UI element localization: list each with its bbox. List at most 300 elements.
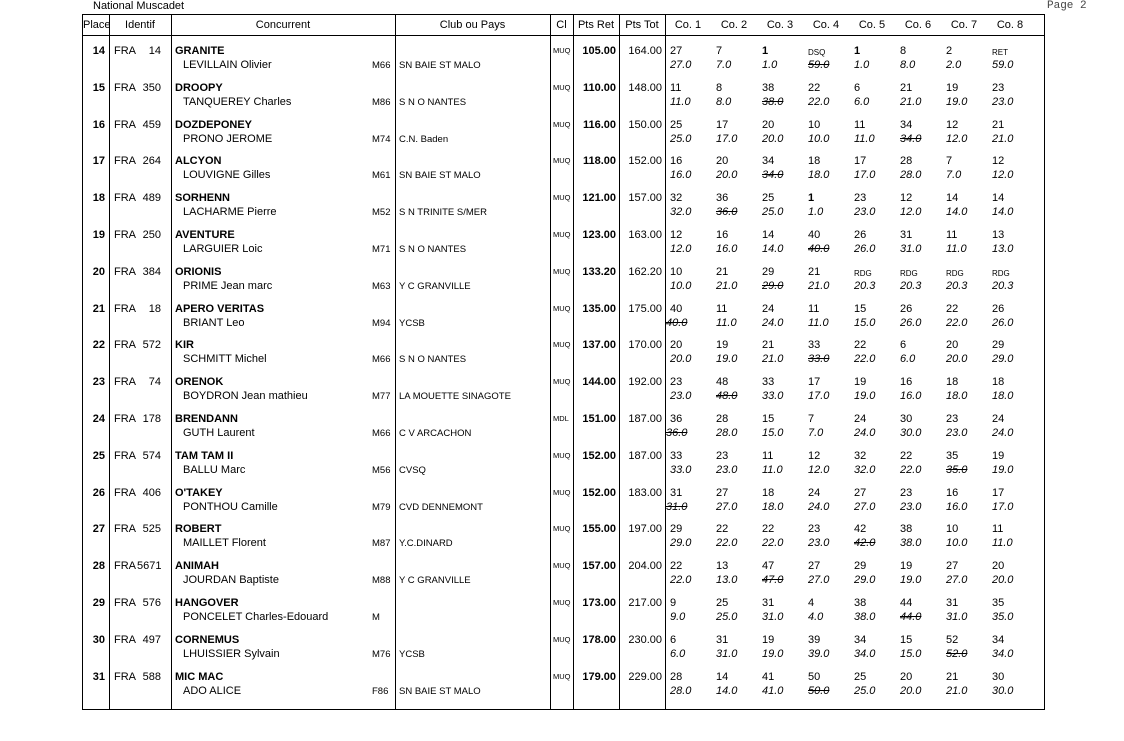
sail-number-cell: 350 xyxy=(142,81,161,94)
race-score: 27.0 xyxy=(854,500,876,513)
race-score: 20.0 xyxy=(946,353,968,366)
race-rank: 17 xyxy=(808,376,821,389)
header-place: Place xyxy=(83,19,111,31)
race-rank: 21 xyxy=(992,118,1005,131)
points-total: 187.00 xyxy=(628,449,662,462)
race-rank: 21 xyxy=(900,81,913,94)
points-total: 170.00 xyxy=(628,339,662,352)
race-rank: 21 xyxy=(808,265,821,278)
race-score: 1.0 xyxy=(762,59,778,71)
class-code: MUQ xyxy=(553,303,571,313)
class-code: MUQ xyxy=(553,377,571,387)
race-score-discarded: 52.0 xyxy=(946,647,968,660)
race-score: 35.0 xyxy=(992,611,1014,623)
race-score: 17.0 xyxy=(854,169,876,182)
race-score: 16.0 xyxy=(716,243,738,255)
race-score: 15.0 xyxy=(762,427,784,439)
race-score: 27.0 xyxy=(670,59,692,71)
race-rank: 7 xyxy=(808,413,815,425)
race-score: 19.0 xyxy=(854,390,876,403)
race-score: 7.0 xyxy=(716,59,732,71)
race-score: 17.0 xyxy=(808,390,830,403)
header-race-6: Co. 6 xyxy=(904,19,932,31)
race-rank: 52 xyxy=(946,633,959,646)
race-rank: 50 xyxy=(808,670,821,683)
race-rank: RET xyxy=(992,48,1008,57)
boat-name: APERO VERITAS xyxy=(175,302,265,315)
race-rank: 27 xyxy=(670,45,683,57)
club-name: S N O NANTES xyxy=(399,96,467,108)
race-rank: 20 xyxy=(716,155,729,168)
club-name: C V ARCACHON xyxy=(399,428,472,439)
nation-cell: FRA xyxy=(114,597,136,609)
race-score: 18.0 xyxy=(762,500,784,513)
skipper-name: JOURDAN Baptiste xyxy=(183,574,279,587)
race-score: 28.0 xyxy=(716,427,738,439)
skipper-name: LARGUIER Loic xyxy=(183,243,263,255)
club-name: SN BAIE ST MALO xyxy=(399,685,481,697)
race-score: 21.0 xyxy=(716,279,738,292)
race-rank: 9 xyxy=(670,597,677,609)
points-retained: 173.00 xyxy=(582,597,616,609)
race-rank: 17 xyxy=(992,486,1005,499)
race-rank: 23 xyxy=(946,413,959,425)
race-rank: 22 xyxy=(854,339,867,352)
age-category: M71 xyxy=(372,244,391,255)
race-score: 14.0 xyxy=(992,206,1014,219)
race-rank: 11 xyxy=(946,229,958,241)
table-row xyxy=(83,264,1044,300)
race-score-discarded: 31.0 xyxy=(666,500,688,513)
race-rank: 20 xyxy=(946,339,959,352)
place-cell: 24 xyxy=(92,413,105,425)
boat-name: MIC MAC xyxy=(175,670,224,683)
race-rank: 17 xyxy=(716,118,729,131)
boat-name: DOZDEPONEY xyxy=(175,118,253,131)
race-score: 31.0 xyxy=(900,243,922,255)
race-rank: 27 xyxy=(808,560,821,573)
race-rank: 16 xyxy=(946,486,959,499)
race-score: 8.0 xyxy=(716,95,732,108)
points-retained: 152.00 xyxy=(582,449,616,462)
race-rank: 34 xyxy=(992,633,1005,646)
race-rank: 23 xyxy=(808,523,821,536)
skipper-name: SCHMITT Michel xyxy=(183,353,267,366)
club-name: Y.C.DINARD xyxy=(399,538,453,550)
place-cell: 19 xyxy=(92,229,105,241)
race-score: 17.0 xyxy=(716,132,738,145)
header-pts-ret: Pts Ret xyxy=(577,19,615,31)
nation-cell: FRA xyxy=(114,45,136,57)
race-rank: 33 xyxy=(762,376,775,389)
skipper-name: BALLU Marc xyxy=(183,463,246,476)
race-rank: 25 xyxy=(854,670,867,683)
race-rank: 11 xyxy=(762,449,774,462)
nation-cell: FRA xyxy=(114,633,136,646)
race-score: 11.0 xyxy=(946,243,967,255)
header-race-8: Co. 8 xyxy=(996,19,1024,31)
race-rank: 17 xyxy=(854,155,867,168)
skipper-name: MAILLET Florent xyxy=(183,537,266,550)
race-score: 19.0 xyxy=(716,353,738,366)
race-rank: 6 xyxy=(854,81,861,94)
race-rank: 33 xyxy=(808,339,821,352)
race-rank: 31 xyxy=(946,597,959,609)
race-rank: 39 xyxy=(808,633,821,646)
age-category: M61 xyxy=(372,170,391,182)
age-category: M88 xyxy=(372,575,391,587)
race-rank: 19 xyxy=(992,449,1005,462)
place-cell: 17 xyxy=(92,155,105,168)
race-rank: 25 xyxy=(762,192,775,205)
race-rank: 29 xyxy=(992,339,1005,352)
points-total: 229.00 xyxy=(628,670,662,683)
race-score: 20.0 xyxy=(992,574,1014,587)
race-score: 23.0 xyxy=(992,95,1014,108)
nation-cell: FRA xyxy=(114,192,136,205)
race-rank: 34 xyxy=(854,633,867,646)
race-score-discarded: 34.0 xyxy=(900,132,922,145)
race-rank: 12 xyxy=(808,449,821,462)
race-score: 20.0 xyxy=(762,132,784,145)
race-rank: 6 xyxy=(900,339,907,352)
race-score: 24.0 xyxy=(808,500,830,513)
place-cell: 21 xyxy=(92,302,105,315)
race-rank: DSQ xyxy=(808,48,826,57)
race-rank: 34 xyxy=(900,118,913,131)
place-cell: 14 xyxy=(92,45,105,57)
race-rank: 12 xyxy=(900,192,913,205)
race-score: 7.0 xyxy=(808,427,824,439)
points-total: 204.00 xyxy=(628,560,662,573)
race-rank: 34 xyxy=(762,155,775,168)
place-cell: 28 xyxy=(92,560,105,573)
club-name: Y C GRANVILLE xyxy=(399,575,471,587)
race-rank: 40 xyxy=(808,229,821,241)
race-score: 6.0 xyxy=(900,353,916,366)
race-score: 15.0 xyxy=(854,316,876,329)
race-score: 22.0 xyxy=(946,316,968,329)
points-total: 197.00 xyxy=(628,523,662,536)
race-rank: 16 xyxy=(900,376,913,389)
table-row xyxy=(83,374,1044,410)
points-total: 164.00 xyxy=(628,45,662,57)
place-cell: 26 xyxy=(92,486,105,499)
race-score: 29.0 xyxy=(854,574,876,587)
race-score-discarded: 42.0 xyxy=(854,537,876,550)
race-rank: 28 xyxy=(716,413,729,425)
age-category: M74 xyxy=(372,133,391,145)
race-score: 9.0 xyxy=(670,611,686,623)
boat-name: ANIMAH xyxy=(175,560,219,573)
race-score: 23.0 xyxy=(670,390,692,403)
class-code: MUQ xyxy=(553,82,571,92)
race-score: 14.0 xyxy=(946,206,968,219)
race-score: 21.0 xyxy=(808,279,830,292)
race-score-discarded: 40.0 xyxy=(808,243,830,255)
race-score: 21.0 xyxy=(900,95,922,108)
sail-number-cell: 406 xyxy=(142,486,161,499)
race-rank: 38 xyxy=(900,523,913,536)
race-score: 32.0 xyxy=(854,463,876,476)
race-score: 12.0 xyxy=(946,132,968,145)
table-row xyxy=(83,153,1044,189)
age-category: M79 xyxy=(372,501,391,513)
race-rank: 16 xyxy=(716,229,729,241)
race-rank: 22 xyxy=(762,523,775,536)
age-category: M63 xyxy=(372,280,391,292)
race-score: 11.0 xyxy=(670,95,691,108)
points-retained: 151.00 xyxy=(582,413,616,425)
boat-name: ALCYON xyxy=(175,155,222,168)
race-rank: 31 xyxy=(762,597,775,609)
race-score-discarded: 35.0 xyxy=(946,463,968,476)
points-retained: 152.00 xyxy=(582,486,616,499)
class-code: MUQ xyxy=(553,634,571,644)
race-rank: 20 xyxy=(762,118,775,131)
age-category: M52 xyxy=(372,207,391,219)
race-rank: 18 xyxy=(992,376,1005,389)
place-cell: 22 xyxy=(92,339,105,352)
race-score-discarded: 36.0 xyxy=(666,427,688,439)
sail-number-cell: 489 xyxy=(142,192,161,205)
sail-number-cell: 574 xyxy=(142,449,161,462)
race-score: 27.0 xyxy=(808,574,830,587)
race-score: 11.0 xyxy=(992,537,1013,550)
class-code: MDL xyxy=(553,414,569,423)
points-total: 163.00 xyxy=(628,229,662,241)
skipper-name: BRIANT Leo xyxy=(183,316,245,329)
race-rank: 8 xyxy=(900,45,907,57)
boat-name: HANGOVER xyxy=(175,597,239,609)
race-score: 30.0 xyxy=(992,684,1014,697)
race-score: 18.0 xyxy=(946,390,968,403)
skipper-name: LEVILLAIN Olivier xyxy=(183,59,272,71)
class-code: MUQ xyxy=(553,119,571,129)
nation-cell: FRA xyxy=(114,413,136,425)
points-retained: 157.00 xyxy=(582,560,616,573)
race-score: 28.0 xyxy=(670,684,692,697)
race-score: 13.0 xyxy=(992,243,1014,255)
table-row xyxy=(83,117,1044,153)
race-rank: 29 xyxy=(762,265,775,278)
nation-cell: FRA xyxy=(114,523,136,536)
race-rank: 24 xyxy=(762,302,775,315)
club-name: CVSQ xyxy=(399,464,426,476)
nation-cell: FRA xyxy=(114,376,136,389)
race-score: 34.0 xyxy=(992,647,1014,660)
race-score: 15.0 xyxy=(900,647,922,660)
race-rank: 40 xyxy=(670,302,683,315)
race-rank: 2 xyxy=(946,45,953,57)
points-retained: 135.00 xyxy=(582,302,616,315)
table-row xyxy=(83,521,1044,557)
table-row xyxy=(83,190,1044,226)
age-category: M66 xyxy=(372,60,391,71)
class-code: MUQ xyxy=(553,266,571,276)
race-score: 6.0 xyxy=(854,95,870,108)
race-rank: 23 xyxy=(992,81,1005,94)
race-score: 31.0 xyxy=(946,611,968,623)
race-score: 24.0 xyxy=(854,427,876,439)
race-rank: 12 xyxy=(992,155,1005,168)
skipper-name: TANQUEREY Charles xyxy=(183,95,292,108)
place-cell: 27 xyxy=(92,523,105,536)
age-category: M66 xyxy=(372,354,391,366)
skipper-name: PONTHOU Camille xyxy=(183,500,278,513)
age-category: M86 xyxy=(372,96,391,108)
race-rank: 25 xyxy=(670,118,683,131)
race-score: 23.0 xyxy=(854,206,876,219)
race-rank: 25 xyxy=(716,597,729,609)
place-cell: 20 xyxy=(92,265,105,278)
points-total: 175.00 xyxy=(628,302,662,315)
points-retained: 179.00 xyxy=(582,670,616,683)
race-rank: 11 xyxy=(716,302,728,315)
page-number: Page 2 xyxy=(1047,0,1087,12)
race-rank: 24 xyxy=(854,413,867,425)
race-rank: 21 xyxy=(946,670,959,683)
skipper-name: LACHARME Pierre xyxy=(183,206,277,219)
race-rank: 19 xyxy=(716,339,729,352)
boat-name: KIR xyxy=(175,339,194,352)
race-score: 22.0 xyxy=(854,353,876,366)
club-name: C.N. Baden xyxy=(399,133,449,145)
race-score: 38.0 xyxy=(854,611,876,623)
sail-number-cell: 264 xyxy=(142,155,161,168)
race-rank: 22 xyxy=(946,302,959,315)
nation-cell: FRA xyxy=(114,302,136,315)
nation-cell: FRA xyxy=(114,229,136,241)
race-score: 24.0 xyxy=(762,316,784,329)
race-rank: 1 xyxy=(808,192,815,205)
table-row xyxy=(83,80,1044,116)
race-rank: 12 xyxy=(670,229,683,241)
sail-number-cell: 588 xyxy=(142,670,161,683)
race-rank: 22 xyxy=(808,81,821,94)
race-rank: 15 xyxy=(900,633,913,646)
age-category: M94 xyxy=(372,317,391,329)
nation-cell: FRA xyxy=(114,81,136,94)
race-score: 19.0 xyxy=(762,647,784,660)
race-score-discarded: 29.0 xyxy=(762,279,784,292)
race-score: 8.0 xyxy=(900,59,916,71)
race-rank: 23 xyxy=(716,449,729,462)
header-race-1: Co. 1 xyxy=(674,19,702,31)
place-cell: 25 xyxy=(92,449,105,462)
table-row xyxy=(83,632,1044,668)
header-race-2: Co. 2 xyxy=(720,19,748,31)
race-rank: 44 xyxy=(900,597,913,609)
boat-name: SORHENN xyxy=(175,192,231,205)
race-rank: 32 xyxy=(854,449,867,462)
class-code: MUQ xyxy=(553,193,571,203)
race-rank: 27 xyxy=(946,560,959,573)
boat-name: ORENOK xyxy=(175,376,224,389)
table-row xyxy=(83,448,1044,484)
class-code: MUQ xyxy=(553,561,571,571)
race-rank: 19 xyxy=(900,560,913,573)
race-score-discarded: 44.0 xyxy=(900,611,922,623)
race-score: 19.0 xyxy=(992,463,1014,476)
race-rank: 30 xyxy=(900,413,913,425)
skipper-name: ADO ALICE xyxy=(183,684,242,697)
race-score-discarded: 59.0 xyxy=(808,59,830,71)
race-rank: RDG xyxy=(946,268,964,278)
race-rank: 30 xyxy=(992,670,1005,683)
race-score: 16.0 xyxy=(670,169,692,182)
race-score: 34.0 xyxy=(854,647,876,660)
points-total: 152.00 xyxy=(628,155,662,168)
race-rank: 18 xyxy=(946,376,959,389)
points-retained: 105.00 xyxy=(582,45,616,57)
race-rank: 27 xyxy=(716,486,729,499)
class-code: MUQ xyxy=(553,487,571,497)
race-score: 23.0 xyxy=(900,500,922,513)
race-rank: 33 xyxy=(670,449,683,462)
race-score: 24.0 xyxy=(992,427,1014,439)
race-score: 20.0 xyxy=(900,684,922,697)
race-score: 22.0 xyxy=(762,537,784,550)
race-score: 20.0 xyxy=(716,169,738,182)
class-code: MUQ xyxy=(553,524,571,534)
race-rank: 21 xyxy=(716,265,729,278)
race-rank: 24 xyxy=(808,486,821,499)
age-category: M87 xyxy=(372,538,391,550)
place-cell: 15 xyxy=(92,81,105,94)
place-cell: 23 xyxy=(92,376,105,389)
club-name: SN BAIE ST MALO xyxy=(399,60,481,71)
points-retained: 121.00 xyxy=(582,192,616,205)
points-retained: 110.00 xyxy=(582,81,616,94)
club-name: SN BAIE ST MALO xyxy=(399,170,481,182)
sail-number-cell: 18 xyxy=(148,302,161,315)
skipper-name: PRONO JEROME xyxy=(183,132,273,145)
boat-name: TAM TAM II xyxy=(175,449,234,462)
class-code: MUQ xyxy=(553,671,571,681)
class-code: MUQ xyxy=(553,598,571,607)
race-score: 41.0 xyxy=(762,684,784,697)
race-score: 28.0 xyxy=(900,169,922,182)
race-score: 31.0 xyxy=(716,647,738,660)
race-score: 1.0 xyxy=(854,59,870,71)
race-score: 33.0 xyxy=(670,463,692,476)
race-rank: 10 xyxy=(670,265,683,278)
race-rank: 29 xyxy=(854,560,867,573)
place-cell: 16 xyxy=(92,118,105,131)
race-rank: 11 xyxy=(808,302,820,315)
race-rank: 20 xyxy=(670,339,683,352)
skipper-name: PONCELET Charles-Edouard xyxy=(183,611,329,623)
race-score: 32.0 xyxy=(670,206,692,219)
race-score: 25.0 xyxy=(854,684,876,697)
race-score: 25.0 xyxy=(762,206,784,219)
table-row xyxy=(83,301,1044,337)
header-race-4: Co. 4 xyxy=(812,19,840,31)
race-score: 17.0 xyxy=(992,500,1014,513)
points-retained: 137.00 xyxy=(582,339,616,352)
race-rank: 1 xyxy=(854,45,861,57)
race-rank: 38 xyxy=(762,81,775,94)
race-score: 31.0 xyxy=(762,611,784,623)
sail-number-cell: 250 xyxy=(142,229,161,241)
race-score-discarded: 48.0 xyxy=(716,390,738,403)
race-score: 11.0 xyxy=(854,132,875,145)
race-rank: 38 xyxy=(854,597,867,609)
race-rank: 20 xyxy=(900,670,913,683)
results-table xyxy=(82,14,1045,710)
race-score: 22.0 xyxy=(670,574,692,587)
